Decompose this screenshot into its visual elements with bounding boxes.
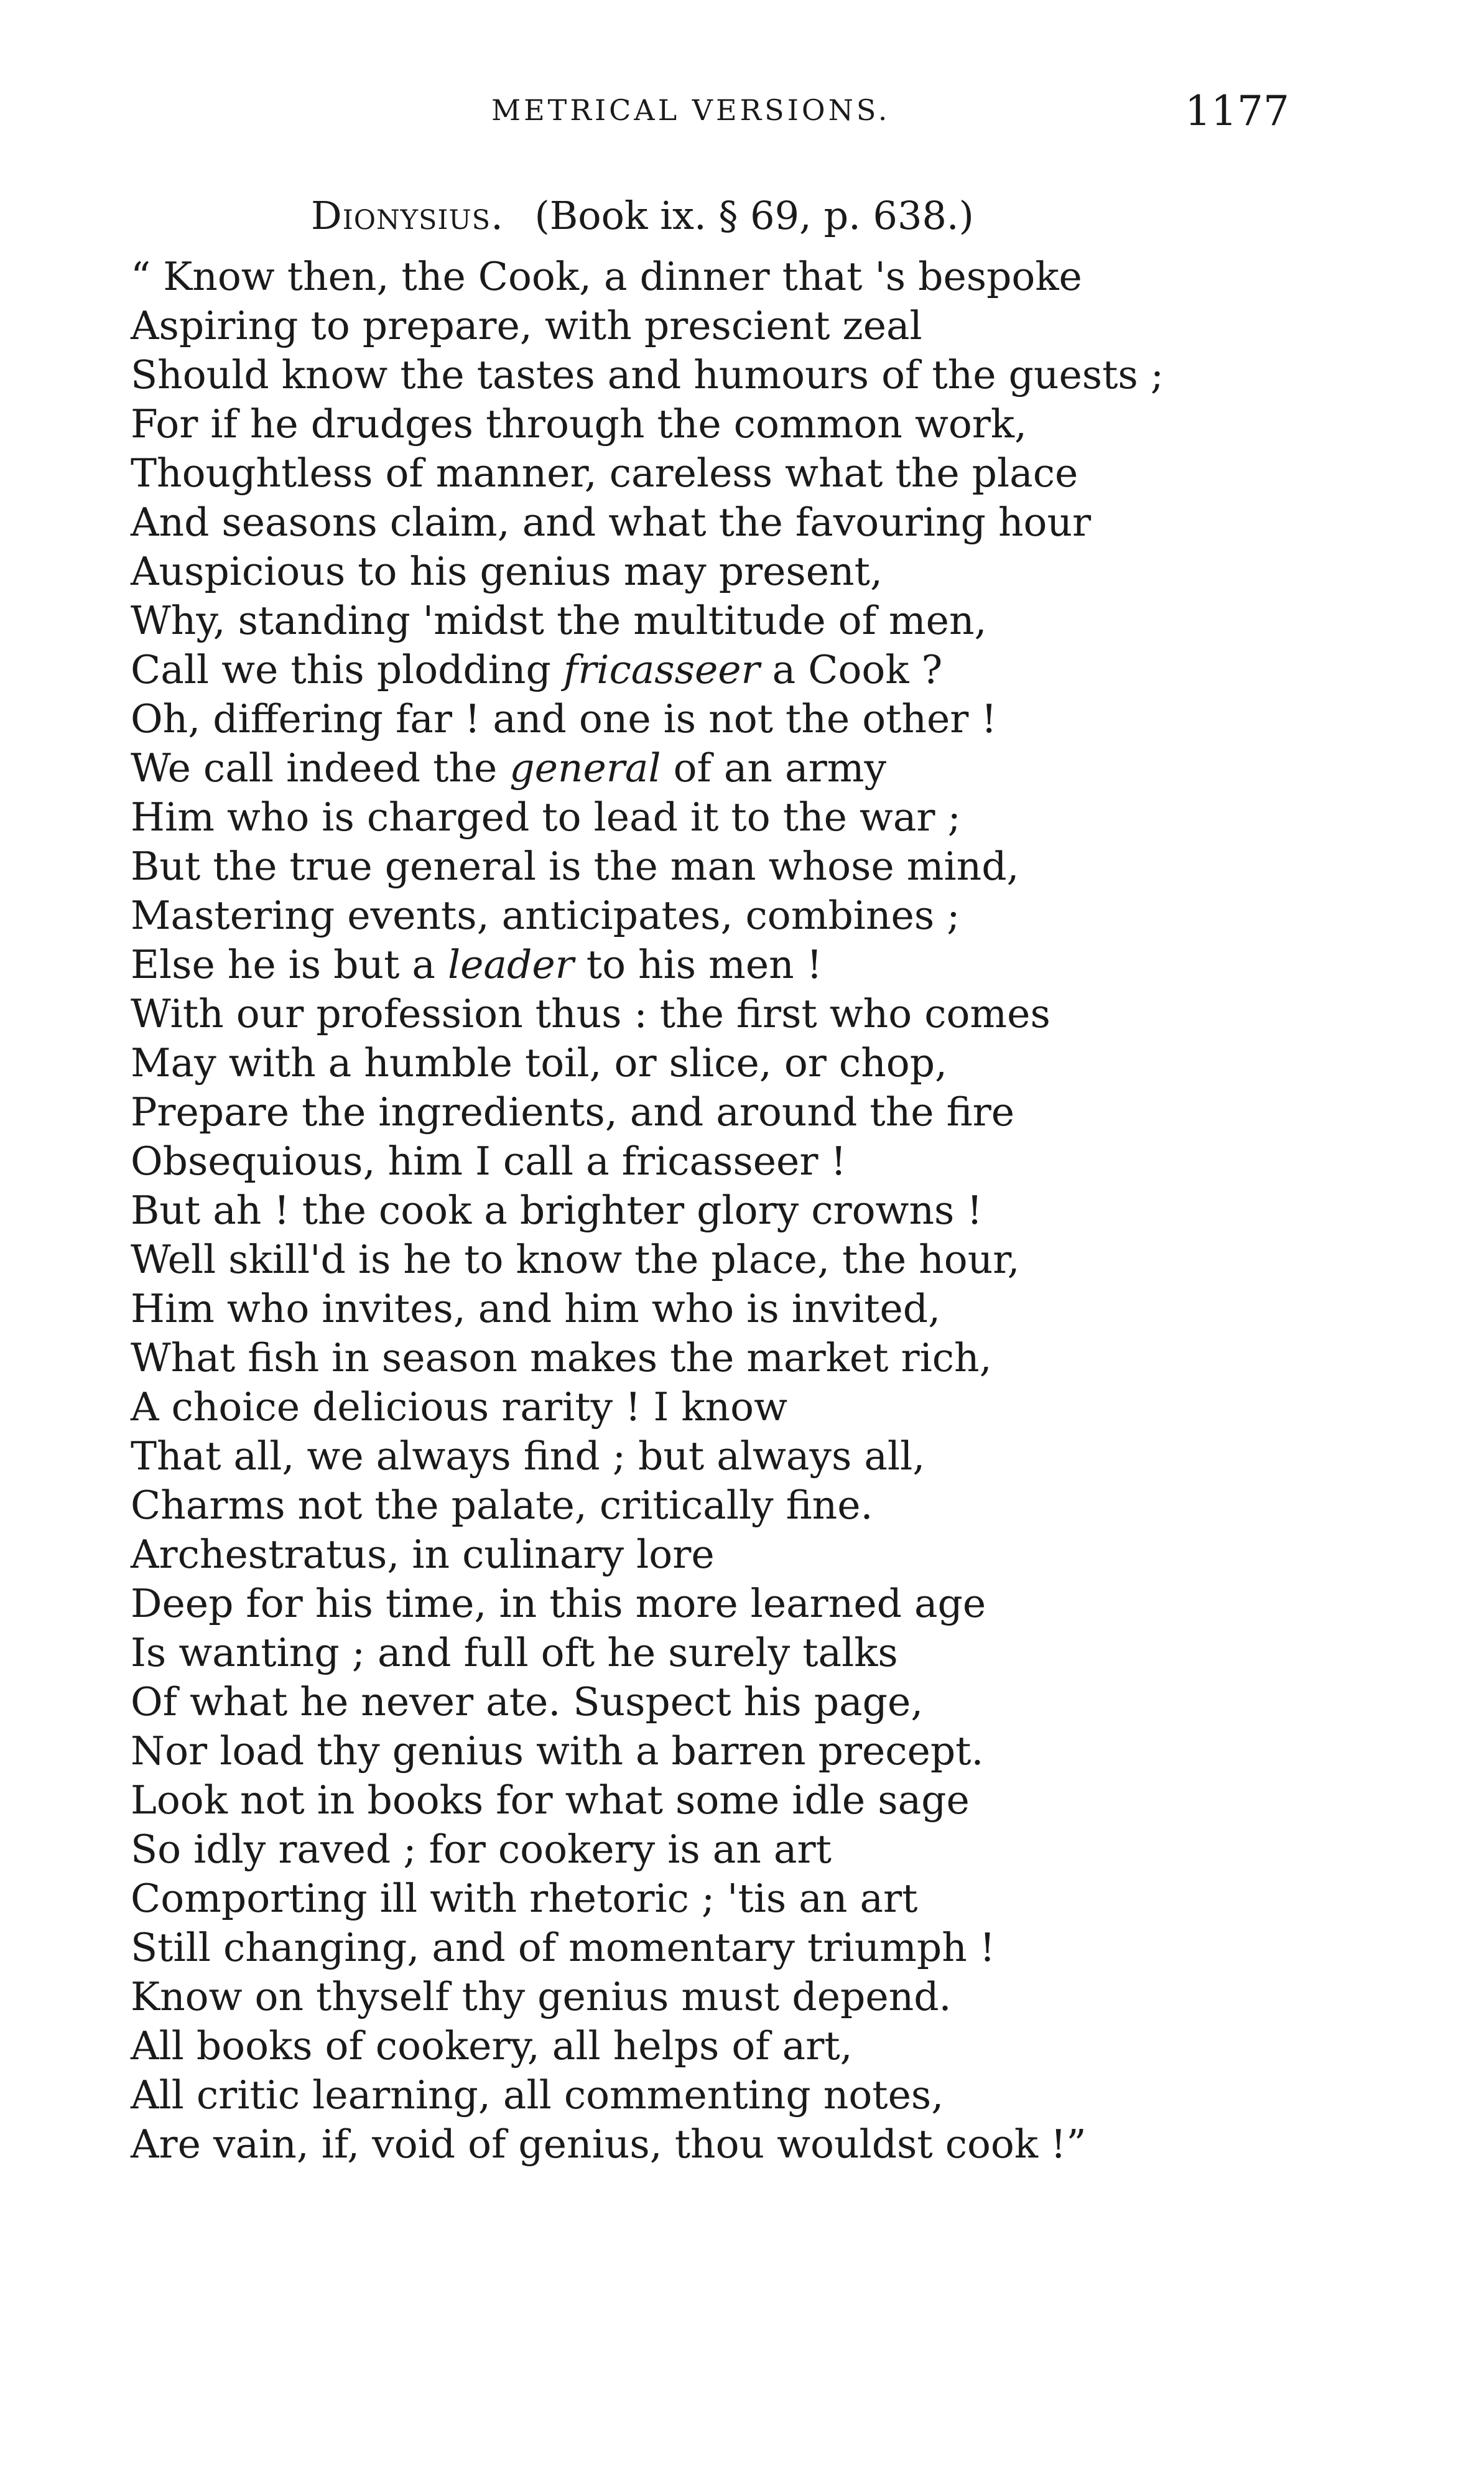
running-head: METRICAL VERSIONS.: [491, 93, 891, 127]
poem-line: [131, 891, 1250, 940]
poem-line: [131, 1776, 1250, 1825]
poem-line: [131, 940, 1250, 989]
poem-line: [131, 1284, 1250, 1333]
poem-line-text: We call indeed the: [131, 745, 510, 791]
poem-line: [131, 1825, 1250, 1874]
poem-line-text: Archestratus, in culinary lore: [131, 1532, 715, 1577]
poem-line: [131, 645, 1250, 694]
poem-line: [131, 350, 1250, 399]
section-heading: [311, 193, 974, 238]
poem-line: [131, 1923, 1250, 1972]
poem-line-text: But the true general is the man whose mind,: [131, 844, 1019, 889]
poem-line-text: May with a humble toil, or slice, or chop,: [131, 1040, 948, 1086]
poem-line-text: Know on thyself thy genius must depend.: [131, 1974, 952, 2019]
poem-line-text: Still changing, and of momentary triumph !: [131, 1925, 996, 1970]
poem-line-text: All books of cookery, all helps of art,: [131, 2023, 853, 2069]
poem-line: [131, 1382, 1250, 1432]
poem-line: [131, 694, 1250, 743]
poem-line-italic: fricasseer: [563, 647, 760, 692]
poem-line-text: With our profession thus : the first who comes: [131, 991, 1050, 1036]
poem-line: [131, 1186, 1250, 1235]
poem-line-text: A choice delicious rarity ! I know: [131, 1384, 787, 1430]
poem-line-text: Him who invites, and him who is invited,: [131, 1286, 941, 1331]
poem-line-text: That all, we always find ; but always all,: [131, 1433, 925, 1479]
poem-line: [131, 1530, 1250, 1579]
poem-line: [131, 301, 1250, 350]
section-reference: (Book ix. § 69, p. 638.): [534, 193, 974, 238]
poem-line-text: Else he is but a: [131, 942, 448, 987]
poem-line: [131, 547, 1250, 596]
poem-line-text: Oh, differing far ! and one is not the other !: [131, 696, 997, 742]
poem-line-text: Is wanting ; and full oft he surely talks: [131, 1630, 898, 1675]
poem-line-text: Why, standing 'midst the multitude of men,: [131, 598, 987, 643]
poem-line-text: Aspiring to prepare, with prescient zeal: [131, 303, 922, 348]
poem-line: [131, 1726, 1250, 1776]
poem-line-text: Obsequious, him I call a fricasseer !: [131, 1138, 846, 1184]
poem-line-text: Look not in books for what some idle sage: [131, 1777, 970, 1823]
poem-line-text: Auspicious to his genius may present,: [131, 549, 883, 594]
poem-line-text: Prepare the ingredients, and around the fire: [131, 1089, 1015, 1135]
poem-line-text: So idly raved ; for cookery is an art: [131, 1827, 832, 1872]
poem-line: [131, 596, 1250, 645]
poem-line: [131, 743, 1250, 793]
poem-line: [131, 399, 1250, 449]
poem-line-text: And seasons claim, and what the favouring hour: [131, 500, 1092, 545]
poem-line: [131, 1628, 1250, 1677]
poem-line: [131, 1235, 1250, 1284]
poem-line-italic: leader: [448, 942, 574, 987]
poem-line-text-tail: to his men !: [573, 942, 823, 987]
poem-line: [131, 1481, 1250, 1530]
poem-line-text: Deep for his time, in this more learned age: [131, 1581, 986, 1626]
poem-line-text: Mastering events, anticipates, combines ;: [131, 893, 960, 938]
poem-line-text: Are vain, if, void of genius, thou wouldst cook !”: [131, 2121, 1087, 2167]
poem-line: [131, 1972, 1250, 2021]
poem-line-text: But ah ! the cook a brighter glory crowns !: [131, 1188, 983, 1233]
poem-line-text: Should know the tastes and humours of the guests ;: [131, 352, 1164, 398]
poem-line: [131, 842, 1250, 891]
poem-line-text: All critic learning, all commenting notes,: [131, 2072, 944, 2118]
poem-line-text: Charms not the palate, critically fine.: [131, 1483, 873, 1528]
poem-line: [131, 498, 1250, 547]
poem-line: [131, 1432, 1250, 1481]
poem-line: [131, 1137, 1250, 1186]
poem-line-text: What fish in season makes the market rich,: [131, 1335, 992, 1380]
page-number: 1177: [1185, 87, 1289, 135]
poem-line-text-tail: a Cook ?: [759, 647, 943, 692]
poem-line: [131, 1333, 1250, 1382]
poem-line: [131, 1677, 1250, 1726]
poem-line: [131, 793, 1250, 842]
poem-line: [131, 449, 1250, 498]
poem-line: [131, 2021, 1250, 2070]
poem-line: [131, 1087, 1250, 1137]
section-author: Dionysius.: [311, 193, 504, 238]
poem-line-italic: general: [509, 745, 661, 791]
poem-line-text: “ Know then, the Cook, a dinner that 's bespoke: [131, 254, 1082, 299]
poem-line-text: Call we this plodding: [131, 647, 563, 692]
poem-line: [131, 252, 1250, 301]
poem-line-text: Of what he never ate. Suspect his page,: [131, 1679, 924, 1725]
poem-line: [131, 2120, 1250, 2169]
poem-line: [131, 1579, 1250, 1628]
poem-line-text: Thoughtless of manner, careless what the place: [131, 450, 1078, 496]
poem-line-text: For if he drudges through the common work,: [131, 401, 1027, 447]
poem-line-text-tail: of an army: [661, 745, 887, 791]
poem-line-text: Nor load thy genius with a barren precept.: [131, 1728, 984, 1774]
poem-line-text: Comporting ill with rhetoric ; 'tis an art: [131, 1876, 918, 1921]
poem-line: [131, 1874, 1250, 1923]
poem-line-text: Well skill'd is he to know the place, the hour,: [131, 1237, 1020, 1282]
poem-line-text: Him who is charged to lead it to the war ;: [131, 794, 961, 840]
poem-line: [131, 1038, 1250, 1087]
poem-line: [131, 2070, 1250, 2120]
poem-line: [131, 989, 1250, 1038]
poem: [131, 252, 1250, 2169]
